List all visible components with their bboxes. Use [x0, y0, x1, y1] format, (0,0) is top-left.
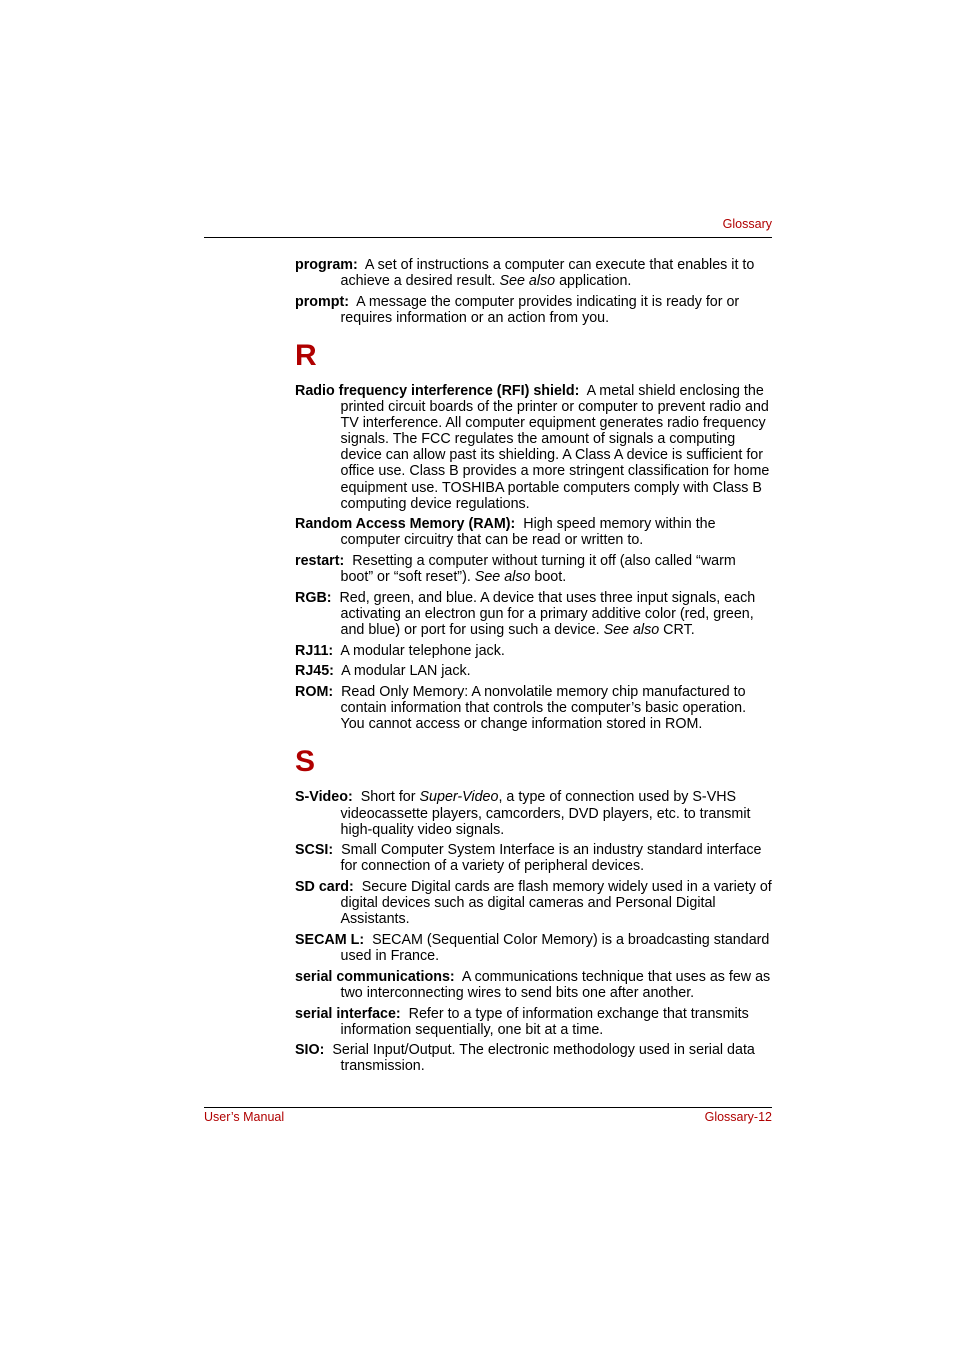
glossary-entry [295, 842, 772, 874]
glossary-entry [295, 553, 772, 585]
definition-text: Secure Digital cards are flash memory widely used in a variety of digital devices such as digital cameras and Personal Digital Assistants. [340, 879, 772, 928]
definition-text: Refer to a type of information exchange that transmits information sequentially, one bit at a time. [340, 1005, 749, 1038]
glossary-term: Random Access Memory (RAM): [295, 516, 516, 533]
definition-text: A set of instructions a computer can execute that enables it to achieve a desired result. [340, 257, 755, 290]
glossary-term: S-Video: [295, 789, 353, 806]
glossary-term: SECAM L: [295, 931, 365, 948]
glossary-term: RJ45: [295, 663, 334, 680]
glossary-entry [295, 590, 772, 638]
definition-text: A communications technique that uses as few as two interconnecting wires to send bits one after another. [340, 968, 771, 1001]
definition-text: Serial Input/Output. The electronic methodology used in serial data transmission. [332, 1042, 755, 1075]
cross-reference-label: See also [499, 273, 556, 290]
glossary-entry [295, 1006, 772, 1038]
r-section-entries [295, 383, 772, 732]
glossary-entry [295, 789, 772, 837]
definition-text: , a type of connection used by S-VHS videocassette players, camcorders, DVD players, etc. to transmit high-quality video signals. [340, 789, 751, 838]
cross-reference-label: See also [474, 569, 531, 586]
definition-text: A modular telephone jack. [340, 642, 505, 659]
footer-rule [204, 1107, 772, 1108]
glossary-term: RGB: [295, 589, 332, 606]
glossary-entry [295, 383, 772, 512]
footer-manual-title: User’s Manual [204, 1110, 285, 1124]
definition-text: Short for [360, 789, 420, 806]
glossary-term: RJ11: [295, 642, 334, 659]
definition-text: A message the computer provides indicating it is ready for or requires information or an action from you. [340, 293, 740, 326]
section-heading-s: S [295, 745, 316, 779]
glossary-entry [295, 257, 772, 289]
glossary-entry [295, 1042, 772, 1074]
glossary-entry [295, 684, 772, 732]
glossary-term: serial interface: [295, 1005, 401, 1022]
glossary-entry [295, 643, 772, 659]
glossary-entry [295, 516, 772, 548]
glossary-term: SIO: [295, 1042, 325, 1059]
glossary-entry [295, 294, 772, 326]
definition-text: Resetting a computer without turning it off (also called “warm boot” or “soft reset”). [340, 553, 736, 586]
definition-text: Red, green, and blue. A device that uses three input signals, each activating an electron gun for a primary additive color (red, green, and blue) or port for using such a device. [339, 589, 756, 639]
s-section-entries [295, 789, 772, 1074]
glossary-term: program: [295, 257, 358, 273]
glossary-term: prompt: [295, 293, 349, 310]
header-rule [204, 237, 772, 238]
definition-text: Read Only Memory: A nonvolatile memory chip manufactured to contain information that controls the computer’s basic operation. You cannot access or change information stored in ROM. [340, 684, 747, 733]
definition-text: High speed memory within the computer circuitry that can be read or written to. [340, 516, 716, 549]
section-heading-r: R [295, 338, 317, 372]
glossary-term: ROM: [295, 684, 334, 701]
definition-text: boot. [530, 569, 567, 586]
definition-text: application. [555, 273, 632, 290]
definition-text: A modular LAN jack. [341, 663, 471, 680]
definition-text: SECAM (Sequential Color Memory) is a broadcasting standard used in France. [340, 931, 770, 965]
running-header: Glossary [722, 217, 772, 231]
definition-text: Small Computer System Interface is an industry standard interface for connection of a variety of peripheral devices. [340, 842, 762, 875]
glossary-term: serial communications: [295, 968, 455, 985]
glossary-entry [295, 969, 772, 1001]
glossary-term: SD card: [295, 879, 354, 896]
cross-reference-label: Super-Video [419, 789, 499, 806]
glossary-term: restart: [295, 553, 345, 570]
p-section-tail [295, 257, 772, 326]
definition-text: CRT. [659, 622, 695, 639]
glossary-content [295, 257, 772, 1079]
glossary-entry [295, 663, 772, 679]
glossary-entry [295, 879, 772, 927]
glossary-entry [295, 932, 772, 964]
definition-text: A metal shield enclosing the printed circuit boards of the printer or computer to prevent radio and TV interference. All computer equipment generates radio frequency signals. The FCC regulates the amount of signals a computing device can allow past its shielding. A Class A device is sufficient for office use. Class B provides a more stringent classification for home equipment use. TOSHIBA portable computers comply with Class B computing device regulations. [340, 382, 770, 512]
glossary-term: SCSI: [295, 842, 334, 859]
cross-reference-label: See also [603, 622, 660, 639]
footer-page-number: Glossary-12 [704, 1110, 772, 1124]
glossary-term: Radio frequency interference (RFI) shield: [295, 382, 580, 399]
